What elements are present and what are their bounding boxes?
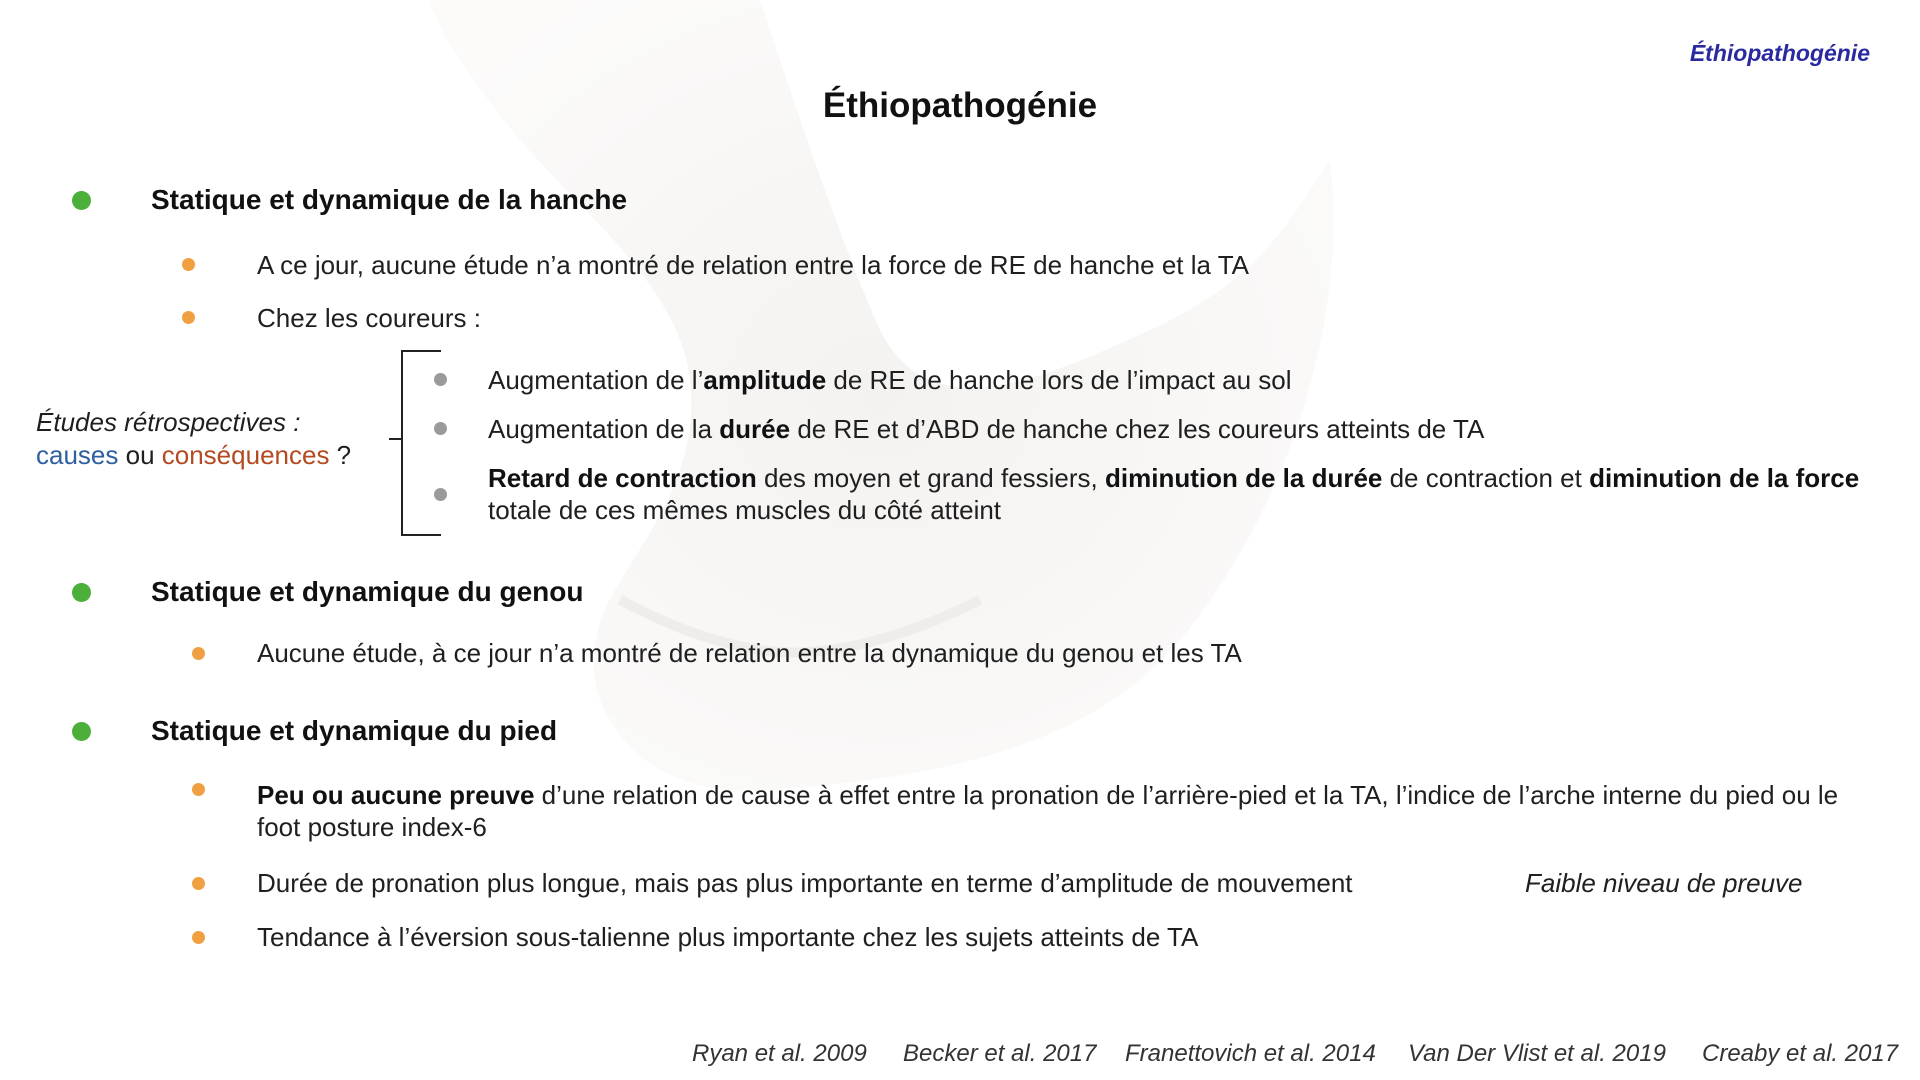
side-note (36, 406, 351, 472)
side-note-question: ? (329, 440, 352, 470)
bold-text: Peu ou aucune preuve (257, 780, 535, 810)
list-item: Aucune étude, à ce jour n’a montré de relation entre la dynamique du genou et les TA (257, 638, 1242, 668)
list-item: Tendance à l’éversion sous-talienne plus importante chez les sujets atteints de TA (257, 922, 1199, 952)
side-note-ou: ou (118, 440, 162, 470)
text: totale de ces mêmes muscles du côté atteint (488, 495, 1002, 525)
section-title-pied: Statique et dynamique du pied (151, 715, 558, 746)
item-bullet (182, 258, 195, 271)
side-note-line2 (36, 439, 351, 472)
sub-list-item (488, 364, 1292, 396)
bold-text: diminution de la force (1589, 463, 1860, 493)
list-item (257, 779, 1882, 843)
bracket-tick (389, 438, 402, 440)
side-note-line1: Études rétrospectives : (36, 407, 301, 437)
text: Augmentation de l’ (488, 365, 704, 395)
reference-franettovich: Franettovich et al. 2014 (1125, 1040, 1376, 1067)
list-item: Durée de pronation plus longue, mais pas plus importante en terme d’amplitude de mouvement (257, 868, 1353, 898)
item-bullet (192, 647, 205, 660)
section-title-hanche: Statique et dynamique de la hanche (151, 184, 628, 215)
section-bullet (72, 583, 91, 602)
evidence-note: Faible niveau de preuve (1525, 868, 1803, 898)
bold-text: durée (719, 414, 791, 444)
sub-bullet (434, 373, 447, 386)
reference-ryan: Ryan et al. 2009 (692, 1040, 867, 1067)
sub-bullet (434, 422, 447, 435)
item-bullet (192, 877, 205, 890)
sub-bullet (434, 488, 447, 501)
sub-list-item (488, 462, 1883, 526)
section-bullet (72, 722, 91, 741)
list-item: Chez les coureurs : (257, 303, 481, 333)
bold-text: Retard de contraction (488, 463, 757, 493)
bold-text: diminution de la durée (1105, 463, 1383, 493)
reference-vandervlist: Van Der Vlist et al. 2019 (1408, 1040, 1666, 1067)
text: des moyen et grand fessiers, (756, 463, 1106, 493)
text: de RE et d’ABD de hanche chez les coureurs atteints de TA (790, 414, 1485, 444)
section-title-genou: Statique et dynamique du genou (151, 576, 584, 607)
section-bullet (72, 191, 91, 210)
text: Augmentation de la (488, 414, 720, 444)
text: d’une relation de cause à effet entre la pronation de l’arrière-pied et la TA, l’indice de l’arche interne du pied ou le foot posture index-6 (257, 780, 1839, 842)
text: de contraction et (1382, 463, 1590, 493)
text: de RE de hanche lors de l’impact au sol (826, 365, 1292, 395)
bold-text: amplitude (703, 365, 827, 395)
item-bullet (182, 311, 195, 324)
page-title: Éthiopathogénie (822, 86, 1098, 125)
list-item: A ce jour, aucune étude n’a montré de relation entre la force de RE de hanche et la TA (257, 250, 1250, 280)
side-note-consequences: conséquences (161, 440, 330, 470)
side-note-causes: causes (36, 440, 119, 470)
sub-list-item (488, 413, 1484, 445)
reference-creaby: Creaby et al. 2017 (1702, 1040, 1899, 1067)
reference-becker: Becker et al. 2017 (903, 1040, 1097, 1067)
item-bullet (192, 931, 205, 944)
header-section-tag: Éthiopathogénie (1689, 40, 1870, 66)
item-bullet (192, 783, 205, 796)
